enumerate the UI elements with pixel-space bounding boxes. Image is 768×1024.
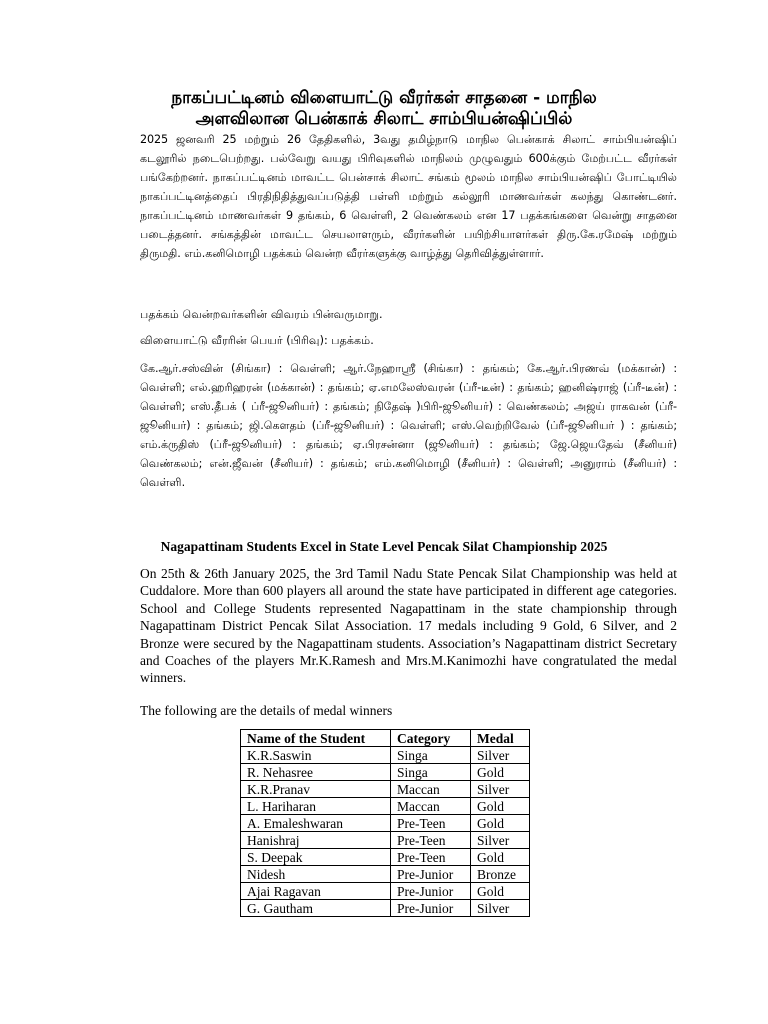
english-title: Nagapattinam Students Excel in State Level Pencak Silat Championship 2025 xyxy=(160,539,608,554)
student-name: Hanishraj xyxy=(241,832,391,849)
student-medal: Gold xyxy=(471,764,530,781)
student-category: Singa xyxy=(391,747,471,764)
student-medal: Gold xyxy=(471,849,530,866)
tamil-winners-list: கே.ஆர்.சஸ்வின் (சிங்கா) : வெள்ளி; ஆர்.நேஹாஸ்ரீ (சிங்கா) : தங்கம்; கே.ஆர்.பிரணவ் (மக்கான்) : வெள்ளி; எல்.ஹரிஹரன் (மக்கான்) : தங்கம்; ஏ.எமலேஸ்வரன் (ப்ரீ-டீன்) : தங்கம்; ஹனிஷ்ராஜ் (ப்ரீ-டீன்) : வெள்ளி; எஸ்.தீபக் ( ப்ரீ-ஜூனியர்) : தங்கம்; நிதேஷ் )பிரி-ஜூனியர்) : வெண்கலம்; அஜய் ராகவன் (ப்ரீ-ஜூனியர்) : தங்கம்; ஜி.கௌதம் (ப்ரீ-ஜூனியர்) : வெள்ளி; எஸ்.வெற்றிவேல் (ப்ரீ-ஜூனியர் ) : தங்கம்; எம்.க்ருதிஸ் (ப்ரீ-ஜூனியர்) : தங்கம்; ஏ.பிரசன்னா (ஜூனியர்) : தங்கம்; ஜே.ஜெயதேவ் (சீனியர்) வெண்கலம்; என்.ஜீவன் (சீனியர்) : தங்கம்; எம்.கனிமொழி (சீனியர்) : வெள்ளி; அனுராம் (சீனியர்) : வெள்ளி. xyxy=(140,362,677,489)
tamil-title-line-1: நாகப்பட்டினம் விளையாட்டு வீரர்கள் சாதனை - மாநில xyxy=(171,88,597,108)
student-medal: Gold xyxy=(471,883,530,900)
student-category: Pre-Junior xyxy=(391,900,471,917)
tamil-format-line: விளையாட்டு வீரரின் பெயர் (பிரிவு): பதக்கம். xyxy=(140,334,374,347)
student-medal: Gold xyxy=(471,815,530,832)
english-paragraph: On 25th & 26th January 2025, the 3rd Tamil Nadu State Pencak Silat Championship was held at Cuddalore. More than 600 players all around the state have participated in different age categories. School and College Students represented Nagapattinam in the state championship through Nagapattinam District Pencak Silat Association. 17 medals including 9 Gold, 6 Silver, and 2 Bronze were secured by the Nagapattinam students. Association’s Nagapattinam district Secretary and Coaches of the players Mr.K.Ramesh and Mrs.M.Kanimozhi have congratulated the medal winners. xyxy=(140,566,677,686)
english-details-intro: The following are the details of medal winners xyxy=(140,703,393,718)
student-category: Pre-Teen xyxy=(391,832,471,849)
student-name: K.R.Saswin xyxy=(241,747,391,764)
table-row xyxy=(241,900,530,917)
student-category: Pre-Junior xyxy=(391,883,471,900)
student-medal: Bronze xyxy=(471,866,530,883)
student-category: Maccan xyxy=(391,781,471,798)
table-row xyxy=(241,866,530,883)
table-row xyxy=(241,798,530,815)
student-name: Ajai Ragavan xyxy=(241,883,391,900)
student-category: Maccan xyxy=(391,798,471,815)
student-medal: Silver xyxy=(471,900,530,917)
student-medal: Silver xyxy=(471,832,530,849)
table-row xyxy=(241,883,530,900)
student-name: A. Emaleshwaran xyxy=(241,815,391,832)
student-category: Singa xyxy=(391,764,471,781)
tamil-title-line-2: அளவிலான பென்காக் சிலாட் சாம்பியன்ஷிப்பில் xyxy=(195,109,573,129)
table-header-row xyxy=(241,730,530,747)
student-name: L. Hariharan xyxy=(241,798,391,815)
header-category: Category xyxy=(391,730,471,747)
header-medal: Medal xyxy=(471,730,530,747)
student-category: Pre-Teen xyxy=(391,849,471,866)
student-category: Pre-Junior xyxy=(391,866,471,883)
student-medal: Gold xyxy=(471,798,530,815)
table-row xyxy=(241,781,530,798)
student-name: R. Nehasree xyxy=(241,764,391,781)
student-name: G. Gautham xyxy=(241,900,391,917)
medal-winners-table xyxy=(240,729,530,917)
tamil-details-intro: பதக்கம் வென்றவர்களின் விவரம் பின்வருமாறு. xyxy=(140,308,383,321)
student-name: S. Deepak xyxy=(241,849,391,866)
tamil-title xyxy=(90,88,678,130)
table-row xyxy=(241,832,530,849)
student-medal: Silver xyxy=(471,747,530,764)
table-row xyxy=(241,815,530,832)
student-name: K.R.Pranav xyxy=(241,781,391,798)
table-row xyxy=(241,764,530,781)
student-category: Pre-Teen xyxy=(391,815,471,832)
student-name: Nidesh xyxy=(241,866,391,883)
table-row xyxy=(241,849,530,866)
tamil-paragraph: 2025 ஜனவரி 25 மற்றும் 26 தேதிகளில், 3வது தமிழ்நாடு மாநில பென்காக் சிலாட் சாம்பியன்ஷிப் கடலூரில் நடைபெற்றது. பல்வேறு வயது பிரிவுகளில் மாநிலம் முழுவதும் 600க்கும் மேற்பட்ட வீரர்கள் பங்கேற்றனர். நாகப்பட்டினம் மாவட்ட பென்சாக் சிலாட் சங்கம் மூலம் மாநில சாம்பியன்ஷிப் போட்டியில் நாகப்பட்டினத்தைப் பிரதிநிதித்துவப்படுத்தி பள்ளி மற்றும் கல்லூரி மாணவர்கள் கலந்து கொண்டனர். நாகப்பட்டினம் மாணவர்கள் 9 தங்கம், 6 வெள்ளி, 2 வெண்கலம் என 17 பதக்கங்களை வென்று சாதனை படைத்தனர். சங்கத்தின் மாவட்ட செயலாளரும், வீரர்களின் பயிற்சியாளர்கள் திரு.கே.ரமேஷ் மற்றும் திருமதி. எம்.கனிமொழி பதக்கம் வென்ற வீரர்களுக்கு வாழ்த்து தெரிவித்துள்ளார். xyxy=(140,133,677,260)
table-row xyxy=(241,747,530,764)
header-name: Name of the Student xyxy=(241,730,391,747)
student-medal: Silver xyxy=(471,781,530,798)
